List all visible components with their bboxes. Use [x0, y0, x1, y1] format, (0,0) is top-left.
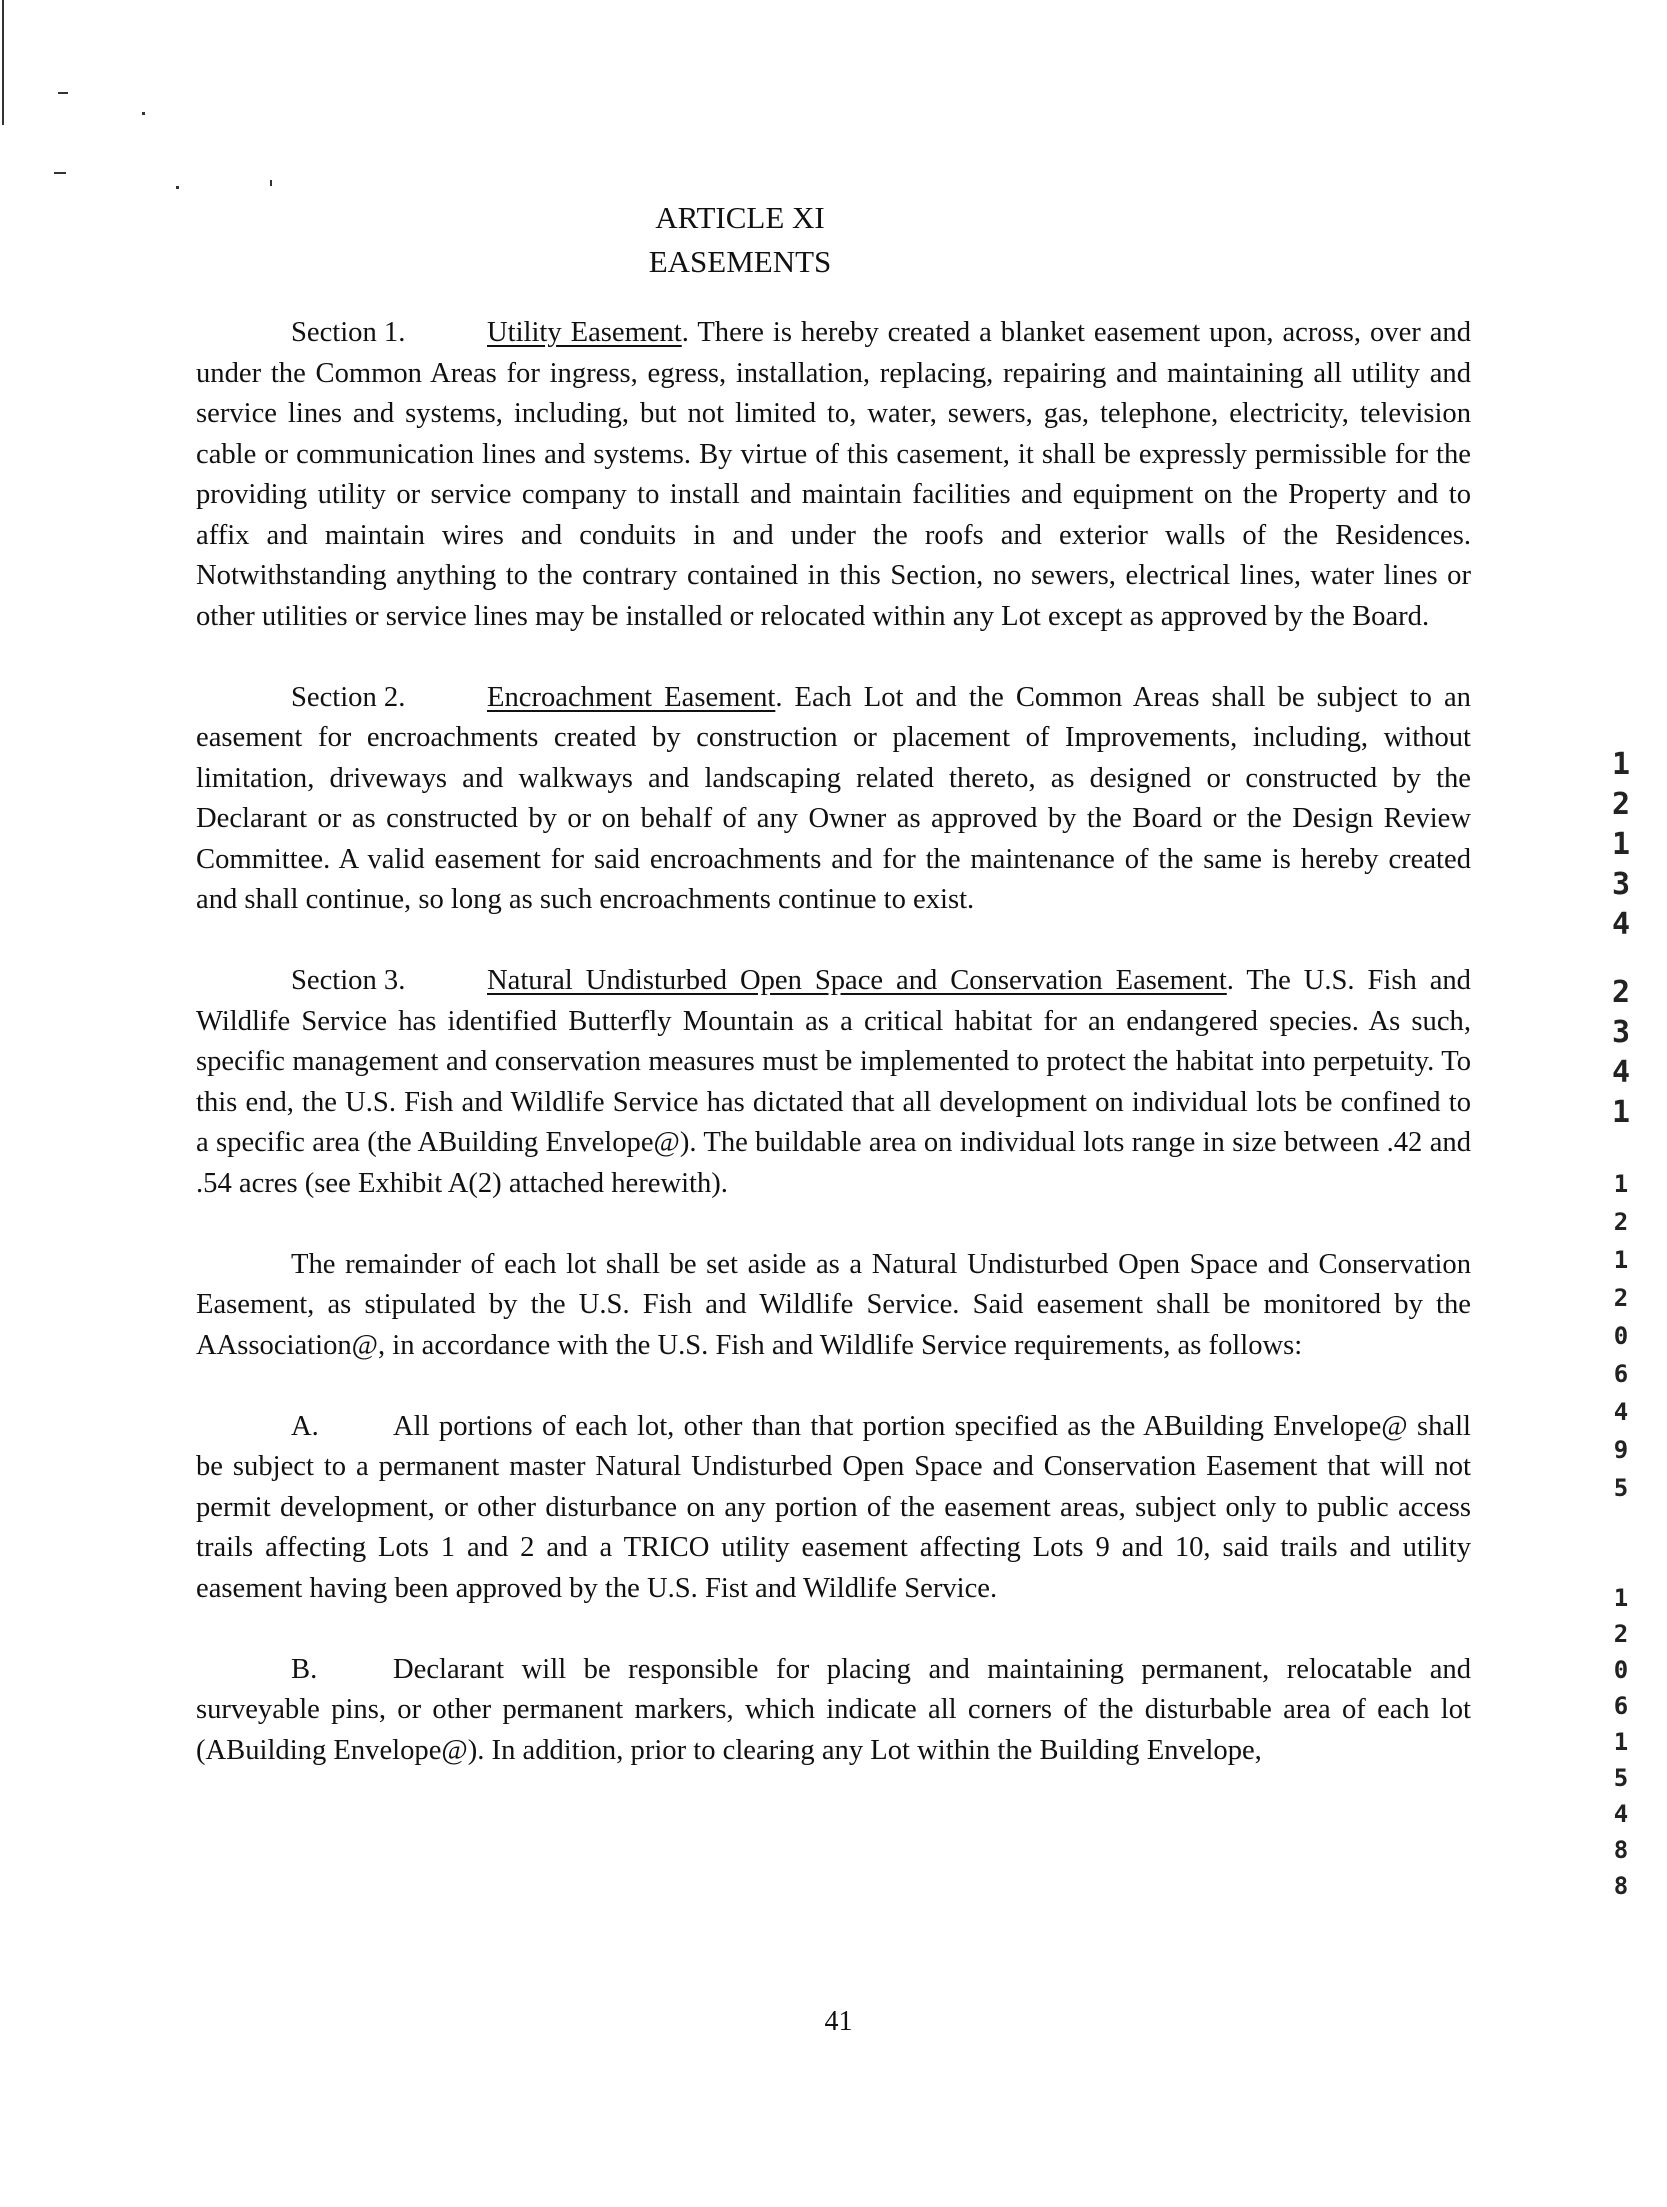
- section-label: Section 2.: [291, 681, 406, 713]
- subsection-paragraph: [196, 1650, 1471, 1772]
- subsection-letter: A.: [291, 1410, 319, 1442]
- stamp-digit: 4: [1611, 907, 1631, 942]
- stamp-digit: 1: [1613, 1728, 1629, 1756]
- document-body: [196, 313, 1471, 1771]
- stamp-digit: 0: [1613, 1322, 1629, 1350]
- stamp-digit: 2: [1613, 1208, 1629, 1236]
- section-paragraph: [196, 961, 1471, 1204]
- stamp-digit: 8: [1613, 1872, 1629, 1900]
- stamp-digit: 4: [1613, 1800, 1629, 1828]
- stamp-digit: 8: [1613, 1836, 1629, 1864]
- stamp-digit: 6: [1613, 1360, 1629, 1388]
- section-heading: Natural Undisturbed Open Space and Conservation Easement: [487, 965, 1227, 996]
- stamp-group-4: [1598, 1580, 1644, 1904]
- recording-stamp: [1598, 745, 1644, 1915]
- article-number: ARTICLE XI: [655, 200, 825, 235]
- section-paragraph: [196, 313, 1471, 637]
- scan-speck: [58, 92, 68, 94]
- stamp-digit: 9: [1613, 1436, 1629, 1464]
- scan-margin-line: [2, 0, 4, 125]
- stamp-digit: 3: [1611, 1015, 1631, 1050]
- stamp-digit: 6: [1613, 1692, 1629, 1720]
- stamp-digit: 4: [1611, 1055, 1631, 1090]
- stamp-digit: 2: [1611, 787, 1631, 822]
- stamp-digit: 1: [1611, 1095, 1631, 1130]
- scan-speck: [176, 186, 179, 189]
- scan-speck: [270, 180, 272, 186]
- stamp-digit: 2: [1613, 1620, 1629, 1648]
- scan-speck: [142, 112, 145, 115]
- section-heading: Encroachment Easement: [487, 681, 776, 713]
- remainder-paragraph: The remainder of each lot shall be set aside as a Natural Undisturbed Open Space and Conservation Easement, as stipulated by the U.S. Fish and Wildlife Service. Said easement shall be monitored by the AAssociation@, in accordance with the U.S. Fish and Wildlife Service requirements, as follows:: [196, 1248, 1471, 1361]
- section-label: Section 3.: [291, 965, 406, 996]
- subsection-letter: B.: [291, 1653, 318, 1685]
- section-paragraph: [196, 678, 1471, 921]
- stamp-group-2: [1598, 973, 1644, 1133]
- page-number: 41: [824, 2006, 853, 2037]
- article-title: EASEMENTS: [648, 244, 832, 279]
- section-text: . There is hereby created a blanket easement upon, across, over and under the Common Areas for ingress, egress, installation, replacing, repairing and maintaining all utility and service lines and systems, including, but not limited to, water, sewers, gas, telephone, electricity, television cable or communication lines and systems. By virtue of this casement, it shall be expressly permissible for the providing utility or service company to install and maintain facilities and equipment on the Property and to affix and maintain wires and conduits in and under the roofs and exterior walls of the Residences. Notwithstanding anything to the contrary contained in this Section, no sewers, electrical lines, water lines or other utilities or service lines may be installed or relocated within any Lot except as approved by the Board.: [196, 317, 1472, 632]
- stamp-group-3: [1598, 1165, 1644, 1507]
- stamp-digit: 0: [1613, 1656, 1629, 1684]
- stamp-digit: 1: [1613, 1246, 1629, 1274]
- section-text: . Each Lot and the Common Areas shall be subject to an easement for encroachments created by construction or placement of Improvements, including, without limitation, driveways and walkways and landscaping related thereto, as designed or constructed by the Declarant or as constructed by or on behalf of any Owner as approved by the Board or the Design Review Committee. A valid easement for said encroachments and for the maintenance of the same is hereby created and shall continue, so long as such encroachments continue to exist.: [196, 681, 1471, 915]
- scan-speck: [54, 172, 66, 174]
- subsection-paragraph: [196, 1407, 1471, 1610]
- stamp-digit: 2: [1613, 1284, 1629, 1312]
- stamp-digit: 4: [1613, 1398, 1629, 1426]
- stamp-digit: 1: [1613, 1170, 1629, 1198]
- stamp-digit: 1: [1613, 1584, 1629, 1612]
- stamp-group-1: [1598, 745, 1644, 945]
- subsection-text: All portions of each lot, other than that portion specified as the ABuilding Envelope@ shall be subject to a permanent master Natural Undisturbed Open Space and Conservation Easement that will not permit development, or other disturbance on any portion of the easement areas, subject only to public access trails affecting Lots 1 and 2 and a TRICO utility easement affecting Lots 9 and 10, said trails and utility easement having been approved by the U.S. Fist and Wildlife Service.: [196, 1410, 1471, 1604]
- article-heading: [0, 196, 1667, 284]
- section-label: Section 1.: [291, 317, 406, 348]
- stamp-digit: 1: [1611, 827, 1631, 862]
- section-text: . The U.S. Fish and Wildlife Service has identified Butterfly Mountain as a critical habitat for an endangered species. As such, specific management and conservation measures must be implemented to protect the habitat into perpetuity. To this end, the U.S. Fish and Wildlife Service has dictated that all development on individual lots be confined to a specific area (the ABuilding Envelope@). The buildable area on individual lots range in size between .42 and .54 acres (see Exhibit A(2) attached herewith).: [196, 965, 1471, 1199]
- section-heading: Utility Easement: [487, 317, 682, 348]
- stamp-digit: 5: [1613, 1474, 1629, 1502]
- stamp-digit: 1: [1611, 747, 1631, 782]
- stamp-digit: 2: [1611, 975, 1631, 1010]
- stamp-digit: 3: [1611, 867, 1631, 902]
- subsection-text: Declarant will be responsible for placing and maintaining permanent, relocatable and surveyable pins, or other permanent markers, which indicate all corners of the disturbable area of each lot (ABuilding Envelope@). In addition, prior to clearing any Lot within the Building Envelope,: [196, 1653, 1471, 1766]
- stamp-digit: 5: [1613, 1764, 1629, 1792]
